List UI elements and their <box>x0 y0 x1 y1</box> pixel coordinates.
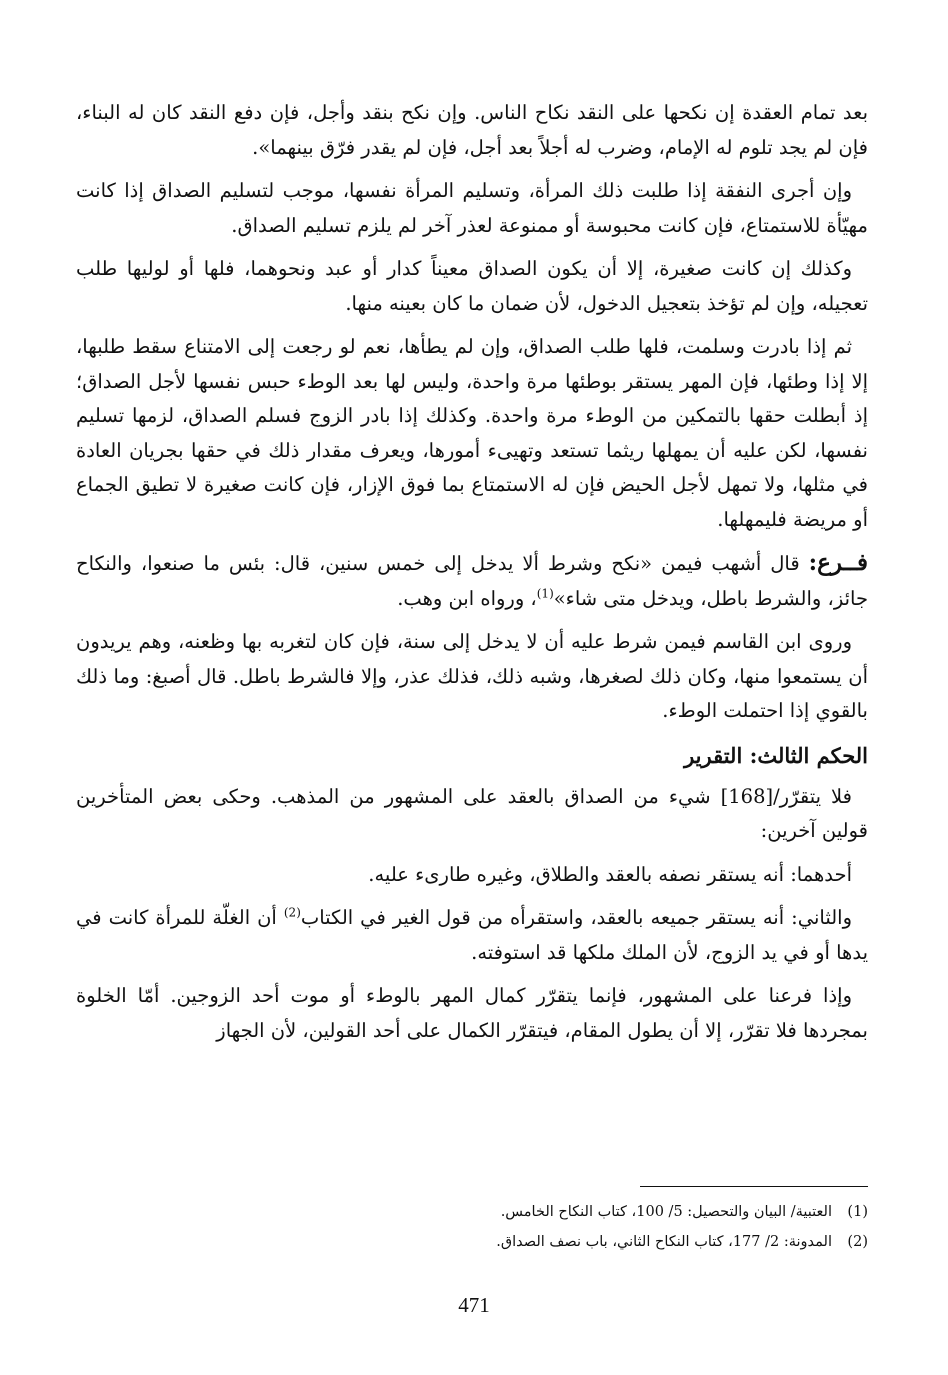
paragraph-1: بعد تمام العقدة إن نكحها على النقد نكاح الناس. وإن نكح بنقد وأجل، فإن دفع النقد كان له البناء، فإن لم يجد تلوم له الإمام، وضرب له أجلاً بعد أجل، فإن لم يقدر فرّق بينهما». <box>76 101 868 159</box>
page-number: 471 <box>458 1293 490 1317</box>
paragraph-8: أحدهما: أنه يستقر نصفه بالعقد والطلاق، وغيره طارىء عليه. <box>368 862 852 886</box>
footnote-item <box>78 1227 868 1257</box>
footnote-number: (1) <box>847 1204 868 1220</box>
paragraph-3: وكذلك إن كانت صغيرة، إلا أن يكون الصداق معيناً كدار أو عبد ونحوهما، فلها أو لوليها طلب تعجيله، وإن لم تؤخذ بتعجيل الدخول، لأن ضمان ما كان بعينه منها. <box>76 257 868 315</box>
paragraph-10: وإذا فرعنا على المشهور، فإنما يتقرّر كمال المهر بالوطء أو موت أحد الزوجين. أمّا الخلوة بمجردها فلا تقرّر، إلا أن يطول المقام، فيتقرّر الكمال على أحد القولين، لأن الجهاز <box>76 984 868 1042</box>
footnote-item <box>78 1197 868 1227</box>
footnote-text: العتبية/ البيان والتحصيل: 5/ 100، كتاب النكاح الخامس. <box>500 1204 832 1220</box>
paragraph-5-text-a: قال أشهب فيمن «نكح وشرط ألا يدخل إلى خمس سنين، قال: بئس ما صنعوا، والنكاح جائز، والشرط باطل، ويدخل متى شاء» <box>76 552 868 610</box>
paragraph-2: وإن أجرى النفقة إذا طلبت ذلك المرأة، وتسليم المرأة نفسها، موجب لتسليم الصداق إذا كانت مهيّأة للاستمتاع، فإن كانت محبوسة أو ممنوعة لعذر آخر لم يلزم تسليم الصداق. <box>76 179 868 237</box>
branch-label: فــرع: <box>808 549 868 576</box>
paragraph-5 <box>76 546 868 616</box>
footnote-divider <box>640 1186 868 1187</box>
paragraph-9-text-a: والثاني: أنه يستقر جميعه بالعقد، واستقرأه من قول الغير في الكتاب <box>300 906 852 929</box>
footnote-number: (2) <box>847 1234 868 1250</box>
footnote-ref-2[interactable]: (2) <box>283 905 301 920</box>
paragraph-6: وروى ابن القاسم فيمن شرط عليه أن لا يدخل إلى سنة، فإن كان لتغربه بها وظعنه، وهم يريدون أن يستمعوا منها، وكان ذلك لصغرها، وشبه ذلك، فذلك عذر، وإلا فالشرط باطل. قال أصبغ: وما ذلك بالقوي إذا احتملت الوطء. <box>76 630 868 722</box>
footnote-ref-1[interactable]: (1) <box>536 586 554 600</box>
footnote-text: المدونة: 2/ 177، كتاب النكاح الثاني، باب نصف الصداق. <box>496 1234 832 1250</box>
paragraph-4: ثم إذا بادرت وسلمت، فلها طلب الصداق، وإن لم يطأها، نعم لو رجعت إلى الامتناع سقط طلبها، إلا إذا وطئها، فإن المهر يستقر بوطئها مرة واحدة، وليس لها بعد الوطء حبس نفسها لأجل الصداق؛ إذ أبطلت حقها بالتمكين من الوطء مرة واحدة. وكذلك إذا بادر الزوج فسلم الصداق، لزمها تسليم نفسها، لكن عليه أن يمهلها ريثما تستعد وتهيىء أمورها، ويعرف مقدار ذلك في حقها بجريان العادة في مثلها، ولا تمهل لأجل الحيض فإن له الاستمتاع بما فوق الإزار، فإن كانت صغيرة لا تطيق الجماع أو مريضة فليمهلها. <box>76 335 868 531</box>
paragraph-9-text-b: أن الغلّة للمرأة كانت في يدها أو في يد الزوج، لأن الملك ملكها قد استوفته. <box>76 906 868 964</box>
footnotes <box>78 1197 868 1257</box>
paragraph-7: فلا يتقرّر/[168] شيء من الصداق بالعقد على المشهور من المذهب. وحكى بعض المتأخرين قولين آخرين: <box>76 784 868 842</box>
paragraph-9 <box>76 901 868 970</box>
page-body <box>76 96 868 1057</box>
section-heading: الحكم الثالث: التقرير <box>684 742 868 768</box>
paragraph-5-text-b: ، ورواه ابن وهب. <box>397 586 537 610</box>
